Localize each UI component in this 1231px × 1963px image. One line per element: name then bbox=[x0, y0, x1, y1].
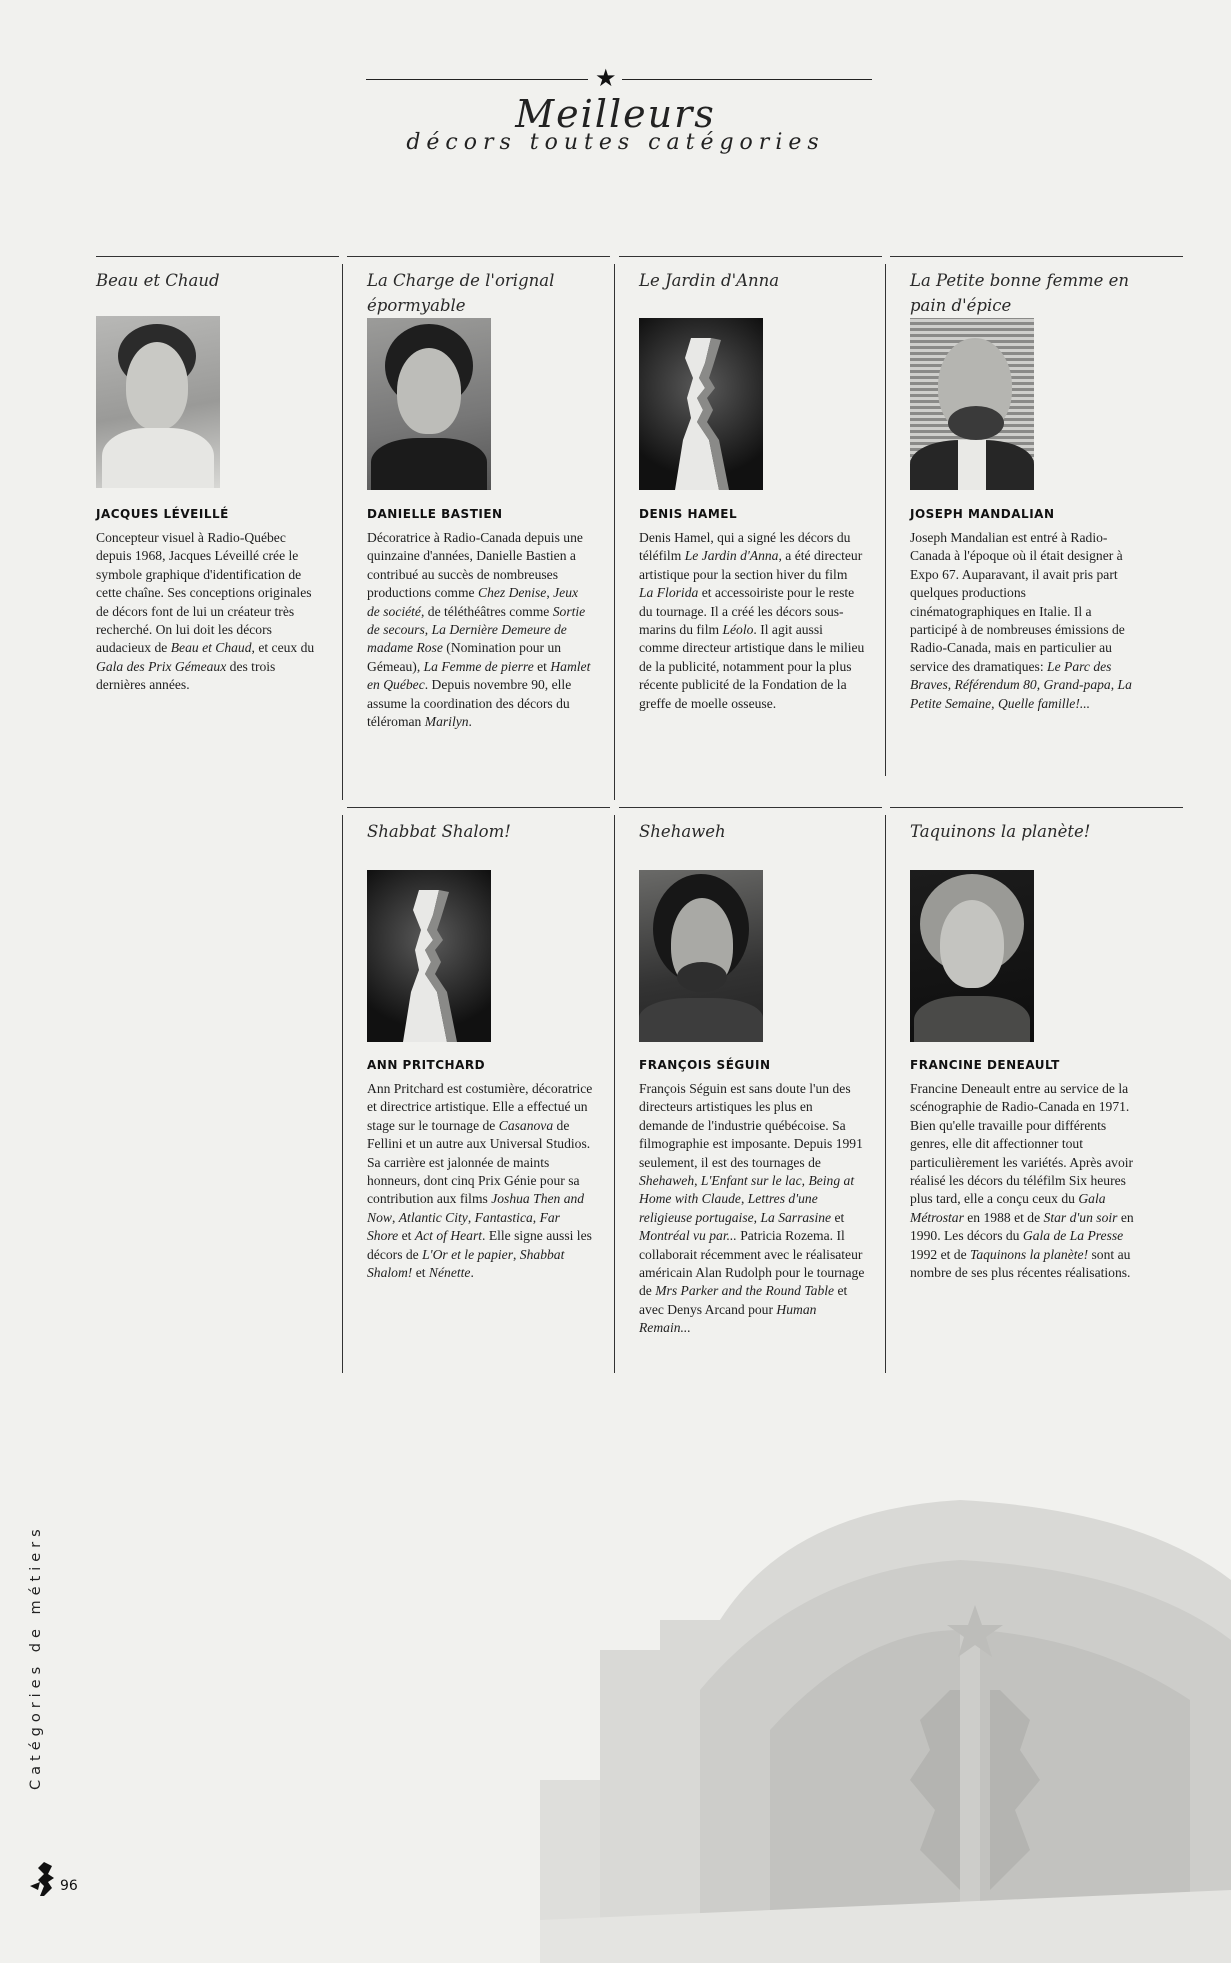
trophy-icon bbox=[639, 318, 763, 490]
page-title: Meilleurs bbox=[515, 92, 716, 136]
award-card bbox=[347, 256, 610, 800]
profile-logo-icon bbox=[30, 1862, 56, 1896]
award-card bbox=[619, 256, 882, 800]
card-rule bbox=[890, 807, 1183, 808]
person-name: DENIS HAMEL bbox=[639, 507, 738, 521]
page-subtitle: décors toutes catégories bbox=[406, 130, 825, 155]
card-title: Beau et Chaud bbox=[96, 271, 220, 290]
card-divider bbox=[614, 815, 615, 1373]
portrait-photo bbox=[367, 318, 491, 490]
award-card bbox=[347, 807, 610, 1365]
card-rule bbox=[890, 256, 1183, 257]
header-star-icon: ★ bbox=[595, 64, 617, 92]
trophy-photo bbox=[367, 870, 491, 1042]
award-card bbox=[890, 807, 1153, 1365]
person-name: JACQUES LÉVEILLÉ bbox=[96, 507, 229, 521]
card-rule bbox=[619, 256, 882, 257]
card-divider bbox=[342, 264, 343, 800]
person-bio: François Séguin est sans doute l'un des directeurs artistiques les plus en demande de l'industrie québécoise. Sa filmographie est imposante. Depuis 1991 seulement, il est des tournages de Shehaweh, L'Enfant sur le lac, Being at Home with Claude, Lettres d'une religieuse portugaise, La Sarrasine et Montréal vu par... Patricia Rozema. Il collaborait récemment avec le réalisateur américain Alan Rudolph pour le tournage de Mrs Parker and the Round Table et avec Denys Arcand pour Human Remain... bbox=[639, 1081, 865, 1336]
card-title: La Petite bonne femme en pain d'épice bbox=[910, 271, 1130, 315]
person-name: JOSEPH MANDALIAN bbox=[910, 507, 1055, 521]
portrait-photo bbox=[96, 316, 220, 488]
section-label: Catégories de métiers bbox=[28, 1524, 44, 1790]
card-rule bbox=[619, 807, 882, 808]
portrait-photo bbox=[910, 318, 1034, 490]
person-bio: Denis Hamel, qui a signé les décors du téléfilm Le Jardin d'Anna, a été directeur artistique pour la section hiver du film La Florida et accessoiriste pour le reste du tournage. Il a créé les décors sous-marins du film Léolo. Il agit aussi comme directeur artistique dans le milieu de la publicité, notamment pour la plus récente publicité de la Fondation de la greffe de moelle osseuse. bbox=[639, 530, 865, 711]
card-title: Shehaweh bbox=[639, 822, 726, 841]
person-name: FRANÇOIS SÉGUIN bbox=[639, 1058, 771, 1072]
award-card bbox=[76, 256, 339, 776]
person-name: FRANCINE DENEAULT bbox=[910, 1058, 1060, 1072]
page-number: 96 bbox=[60, 1878, 78, 1894]
person-bio: Francine Deneault entre au service de la scénographie de Radio-Canada en 1971. Bien qu'elle travaille pour différents genres, elle dit affectionner tout particulièrement les variétés. Après avoir réalisé les décors du téléfilm Six heures plus tard, elle a conçu ceux du Gala Métrostar en 1988 et de Star d'un soir en 1990. Les décors du Gala de La Presse 1992 et de Taquinons la planète! sont au nombre de ses plus récentes réalisations. bbox=[910, 1081, 1134, 1281]
card-rule bbox=[347, 256, 610, 257]
person-name: DANIELLE BASTIEN bbox=[367, 507, 503, 521]
trophy-icon bbox=[367, 870, 491, 1042]
award-card bbox=[619, 807, 882, 1365]
card-divider bbox=[885, 815, 886, 1373]
card-rule bbox=[96, 256, 339, 257]
card-title: Shabbat Shalom! bbox=[367, 822, 511, 841]
trophy-watermark-image bbox=[540, 1490, 1231, 1963]
person-name: ANN PRITCHARD bbox=[367, 1058, 486, 1072]
card-divider bbox=[342, 815, 343, 1373]
card-rule bbox=[347, 807, 610, 808]
trophy-photo bbox=[639, 318, 763, 490]
person-bio: Joseph Mandalian est entré à Radio-Canada à l'époque où il était designer à Expo 67. Auparavant, il avait pris part quelques productions cinématographiques en Italie. Il a participé à de nombreuses émissions de Radio-Canada, mais en particulier au service des dramatiques: Le Parc des Braves, Référendum 80, Grand-papa, La Petite Semaine, Quelle famille!... bbox=[910, 530, 1132, 711]
card-title: Le Jardin d'Anna bbox=[639, 271, 780, 290]
portrait-photo bbox=[910, 870, 1034, 1042]
portrait-photo bbox=[639, 870, 763, 1042]
header-rule-right bbox=[622, 79, 872, 80]
person-bio: Décoratrice à Radio-Canada depuis une quinzaine d'années, Danielle Bastien a contribué au succès de nombreuses productions comme Chez Denise, Jeux de société, de téléthéâtres comme Sortie de secours, La Dernière Demeure de madame Rose (Nomination pour un Gémeau), La Femme de pierre et Hamlet en Québec. Depuis novembre 90, elle assume la coordination des décors du téléroman Marilyn. bbox=[367, 530, 591, 730]
person-bio: Ann Pritchard est costumière, décoratrice et directrice artistique. Elle a effectué un stage sur le tournage de Casanova de Fellini et un autre aux Universal Studios. Sa carrière est jalonnée de maints honneurs, dont cinq Prix Génie pour sa contribution aux films Joshua Then and Now, Atlantic City, Fantastica, Far Shore et Act of Heart. Elle signe aussi les décors de L'Or et le papier, Shabbat Shalom! et Nénette. bbox=[367, 1081, 593, 1281]
card-title: Taquinons la planète! bbox=[910, 822, 1091, 841]
card-title: La Charge de l'orignal épormyable bbox=[367, 271, 555, 315]
person-bio: Concepteur visuel à Radio-Québec depuis 1968, Jacques Léveillé crée le symbole graphique d'identification de cette chaîne. Ses conceptions originales de décors font de lui un créateur très recherché. On lui doit les décors audacieux de Beau et Chaud, et ceux du Gala des Prix Gémeaux des trois dernières années. bbox=[96, 530, 315, 693]
award-card bbox=[890, 256, 1153, 776]
card-divider bbox=[614, 264, 615, 800]
header-rule-left bbox=[366, 79, 588, 80]
card-divider bbox=[885, 264, 886, 776]
